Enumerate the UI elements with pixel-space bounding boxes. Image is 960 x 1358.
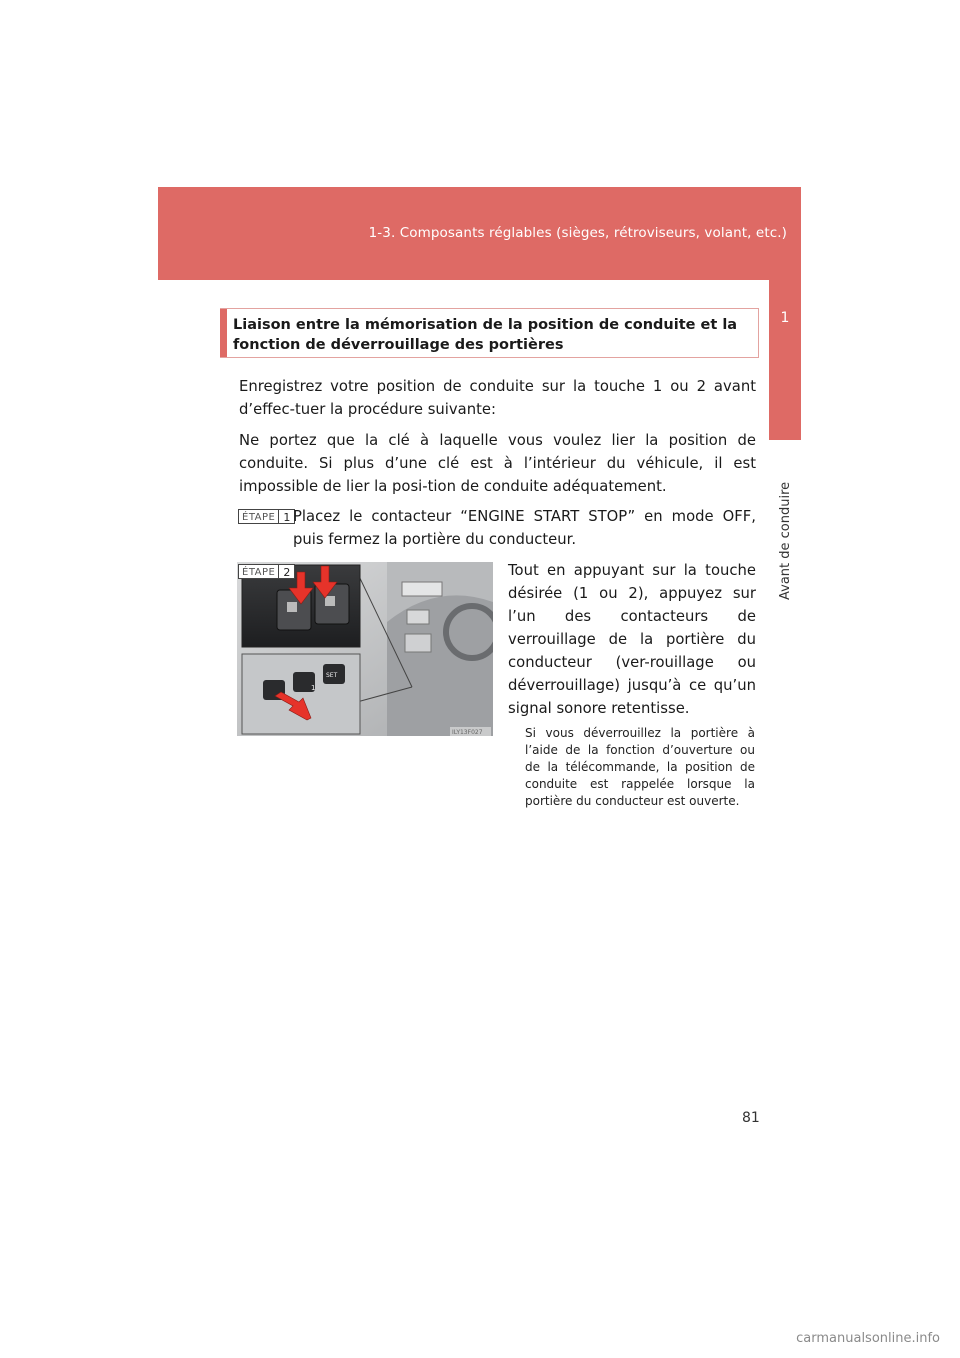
chapter-number: 1	[780, 310, 790, 326]
section-title: Liaison entre la mémorisation de la position de conduite et la fonction de déverrouillage des portières	[233, 317, 738, 353]
illustration-code: ILY13F027	[452, 729, 483, 736]
header-band	[158, 187, 801, 280]
intro-paragraph-2: Ne portez que la clé à laquelle vous voulez lier la position de conduite. Si plus d’une clé est à l’intérieur du véhicule, il est impossible de lier la posi-tion de conduite adéquatement.	[239, 432, 756, 495]
chapter-label-text: Avant de conduire	[778, 481, 793, 600]
header-section-title: 1-3. Composants réglables (sièges, rétroviseurs, volant, etc.)	[368, 225, 787, 241]
page-number: 81	[742, 1110, 760, 1126]
note-paragraph: Si vous déverrouillez la portière à l’aide de la fonction d’ouverture ou de la télécommande, la position de conduite est rappelée lorsque la portière du conducteur est ouverte.	[525, 726, 755, 808]
step-2-text: Tout en appuyant sur la touche désirée (1 ou 2), appuyez sur l’un des contacteurs de verrouillage de la portière du conducteur (ver-rouillage ou déverrouillage) jusqu’à ce qu’un signal sonore retentisse.	[508, 562, 756, 717]
door-switch-illustration	[237, 562, 493, 736]
button-1-label: 1	[311, 684, 316, 692]
step-1-badge-label: ÉTAPE	[238, 509, 278, 524]
watermark: carmanualsonline.info	[796, 1331, 940, 1346]
section-heading-box	[220, 308, 759, 358]
chapter-tab	[769, 280, 801, 440]
intro-paragraph-1: Enregistrez votre position de conduite sur la touche 1 ou 2 avant d’effec-tuer la procédure suivante:	[239, 378, 756, 418]
step-1-badge	[238, 509, 295, 524]
step-1-badge-number: 1	[278, 509, 295, 524]
chapter-label	[776, 450, 796, 600]
illustration	[237, 562, 493, 736]
step-2-badge-label: ÉTAPE	[238, 564, 278, 579]
step-2-badge	[238, 564, 295, 579]
step-1-text: Placez le contacteur “ENGINE START STOP” en mode OFF, puis fermez la portière du conducteur.	[293, 508, 756, 548]
button-set-label: SET	[326, 672, 338, 679]
step-2-badge-number: 2	[278, 564, 295, 579]
